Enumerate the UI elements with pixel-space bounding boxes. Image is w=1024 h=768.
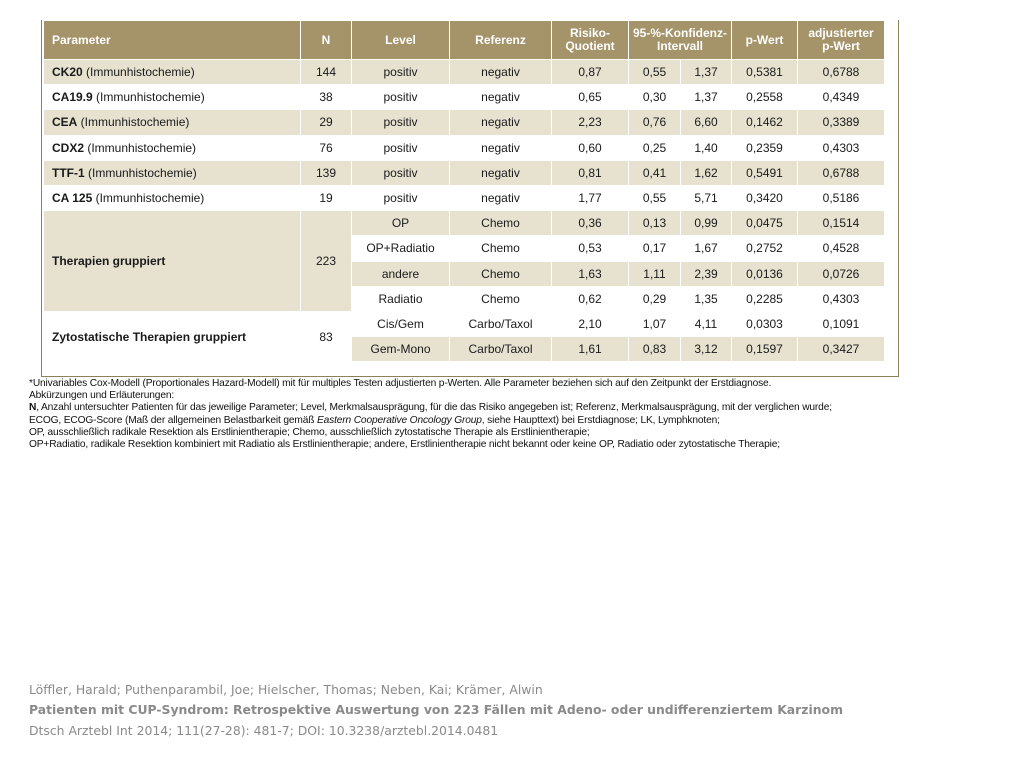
cell-p-wert: 0,0475 xyxy=(732,211,798,236)
cell-adjustierter-p-wert: 0,4303 xyxy=(798,286,885,311)
cell-p-wert: 0,0303 xyxy=(732,311,798,336)
cell-n: 19 xyxy=(301,185,352,210)
parameter-method: (Immunhistochemie) xyxy=(82,65,195,80)
cell-ki-upper: 6,60 xyxy=(681,110,732,135)
cell-parameter xyxy=(44,160,301,185)
cell-referenz: negativ xyxy=(450,160,552,185)
cell-risiko-quotient: 0,60 xyxy=(552,135,629,160)
cell-ki-upper: 1,67 xyxy=(681,236,732,261)
table-row xyxy=(44,60,885,85)
cell-risiko-quotient: 2,23 xyxy=(552,110,629,135)
cell-ki-lower: 0,29 xyxy=(629,286,681,311)
parameter-marker: CK20 xyxy=(52,65,83,80)
cell-risiko-quotient: 0,62 xyxy=(552,286,629,311)
cell-risiko-quotient: 0,87 xyxy=(552,60,629,85)
cell-level: Cis/Gem xyxy=(352,311,450,336)
parameter-marker: CDX2 xyxy=(52,140,85,155)
table-row xyxy=(44,211,885,236)
cell-level: OP+Radiatio xyxy=(352,236,450,261)
header-level: Level xyxy=(352,21,450,60)
citation-source: Dtsch Arztebl Int 2014; 111(27-28): 481-7; DOI: 10.3238/arztebl.2014.0481 xyxy=(29,722,499,738)
cell-referenz: negativ xyxy=(450,60,552,85)
cell-group-label: Zytostatische Therapien gruppiert xyxy=(44,311,301,361)
cell-parameter xyxy=(44,185,301,210)
cell-risiko-quotient: 0,81 xyxy=(552,160,629,185)
parameter-marker: CA 125 xyxy=(52,191,93,206)
table-row xyxy=(44,135,885,160)
header-n: N xyxy=(301,21,352,60)
cell-p-wert: 0,5491 xyxy=(732,160,798,185)
table-body xyxy=(44,60,885,362)
cell-ki-upper: 3,12 xyxy=(681,337,732,362)
table-row xyxy=(44,311,885,336)
citation-title: Patienten mit CUP-Syndrom: Retrospektive Auswertung von 223 Fällen mit Adeno- oder undifferenziertem Karzinom xyxy=(29,702,843,718)
cell-ki-lower: 0,13 xyxy=(629,211,681,236)
footnote-op-radiatio: OP+Radiatio, radikale Resektion kombiniert mit Radiatio als Erstlinientherapie; andere, Erstlinientherapie nicht bekannt oder keine OP, Radiatio oder zytostatische Therapie; xyxy=(29,439,780,451)
cell-ki-upper: 1,40 xyxy=(681,135,732,160)
cell-p-wert: 0,3420 xyxy=(732,185,798,210)
parameter-method: (Immunhistochemie) xyxy=(84,165,197,180)
cell-adjustierter-p-wert: 0,6788 xyxy=(798,60,885,85)
header-parameter: Parameter xyxy=(44,21,301,60)
cell-p-wert: 0,1597 xyxy=(732,337,798,362)
cell-n: 139 xyxy=(301,160,352,185)
cell-p-wert: 0,2558 xyxy=(732,85,798,110)
cell-n: 144 xyxy=(301,60,352,85)
cell-risiko-quotient: 0,53 xyxy=(552,236,629,261)
parameter-method: (Immunhistochemie) xyxy=(92,90,205,105)
cell-adjustierter-p-wert: 0,0726 xyxy=(798,261,885,286)
cell-level: positiv xyxy=(352,160,450,185)
footnote-abbrev-heading: Abkürzungen und Erläuterungen: xyxy=(29,390,175,402)
cell-ki-upper: 1,35 xyxy=(681,286,732,311)
cell-n: 38 xyxy=(301,85,352,110)
table-header-row xyxy=(44,21,885,60)
cell-level: Gem-Mono xyxy=(352,337,450,362)
cell-adjustierter-p-wert: 0,5186 xyxy=(798,185,885,210)
cell-adjustierter-p-wert: 0,1514 xyxy=(798,211,885,236)
cell-ki-lower: 0,55 xyxy=(629,60,681,85)
cell-parameter xyxy=(44,110,301,135)
cell-adjustierter-p-wert: 0,4303 xyxy=(798,135,885,160)
cell-adjustierter-p-wert: 0,4349 xyxy=(798,85,885,110)
cell-p-wert: 0,5381 xyxy=(732,60,798,85)
cell-ki-upper: 0,99 xyxy=(681,211,732,236)
cell-ki-lower: 0,83 xyxy=(629,337,681,362)
cell-risiko-quotient: 0,65 xyxy=(552,85,629,110)
cell-ki-lower: 0,55 xyxy=(629,185,681,210)
table-footnotes xyxy=(29,378,869,451)
cell-n: 76 xyxy=(301,135,352,160)
cell-ki-upper: 1,37 xyxy=(681,60,732,85)
cell-p-wert: 0,2359 xyxy=(732,135,798,160)
cell-ki-lower: 1,11 xyxy=(629,261,681,286)
cell-adjustierter-p-wert: 0,4528 xyxy=(798,236,885,261)
cell-p-wert: 0,0136 xyxy=(732,261,798,286)
cell-adjustierter-p-wert: 0,3427 xyxy=(798,337,885,362)
table-row xyxy=(44,110,885,135)
cell-parameter xyxy=(44,60,301,85)
parameter-marker: CEA xyxy=(52,115,78,130)
cell-referenz: Carbo/Taxol xyxy=(450,311,552,336)
cell-ki-lower: 0,25 xyxy=(629,135,681,160)
cell-risiko-quotient: 1,61 xyxy=(552,337,629,362)
parameter-method: (Immunhistochemie) xyxy=(92,191,205,206)
cell-referenz: negativ xyxy=(450,135,552,160)
cell-ki-lower: 0,30 xyxy=(629,85,681,110)
cell-group-n: 223 xyxy=(301,211,352,312)
cell-level: positiv xyxy=(352,85,450,110)
cell-risiko-quotient: 0,36 xyxy=(552,211,629,236)
footnote-op: OP, ausschließlich radikale Resektion als Erstlinientherapie; Chemo, ausschließlich zytostatische Therapie als Erstlinientherapie; xyxy=(29,426,590,438)
results-table xyxy=(43,20,885,362)
cell-ki-upper: 2,39 xyxy=(681,261,732,286)
table-row xyxy=(44,160,885,185)
cell-group-label: Therapien gruppiert xyxy=(44,211,301,312)
cell-adjustierter-p-wert: 0,3389 xyxy=(798,110,885,135)
header-referenz: Referenz xyxy=(450,21,552,60)
cell-group-n: 83 xyxy=(301,311,352,361)
cell-ki-lower: 0,41 xyxy=(629,160,681,185)
cell-referenz: Chemo xyxy=(450,211,552,236)
cell-adjustierter-p-wert: 0,1091 xyxy=(798,311,885,336)
table-row xyxy=(44,185,885,210)
cell-referenz: negativ xyxy=(450,85,552,110)
cell-risiko-quotient: 2,10 xyxy=(552,311,629,336)
cell-referenz: Chemo xyxy=(450,286,552,311)
cell-level: andere xyxy=(352,261,450,286)
cell-adjustierter-p-wert: 0,6788 xyxy=(798,160,885,185)
header-risiko-quotient: Risiko- Quotient xyxy=(552,21,629,60)
parameter-marker: CA19.9 xyxy=(52,90,93,105)
cell-referenz: negativ xyxy=(450,185,552,210)
parameter-method: (Immunhistochemie) xyxy=(77,115,190,130)
cell-p-wert: 0,2752 xyxy=(732,236,798,261)
cell-p-wert: 0,1462 xyxy=(732,110,798,135)
cell-ki-upper: 1,62 xyxy=(681,160,732,185)
cell-ki-lower: 0,17 xyxy=(629,236,681,261)
cell-referenz: Carbo/Taxol xyxy=(450,337,552,362)
cell-p-wert: 0,2285 xyxy=(732,286,798,311)
cell-referenz: negativ xyxy=(450,110,552,135)
cell-parameter xyxy=(44,85,301,110)
cell-ki-upper: 5,71 xyxy=(681,185,732,210)
table-row xyxy=(44,85,885,110)
cell-ki-upper: 4,11 xyxy=(681,311,732,336)
cell-n: 29 xyxy=(301,110,352,135)
cell-level: positiv xyxy=(352,185,450,210)
cell-parameter xyxy=(44,135,301,160)
footnote-model: *Univariables Cox-Modell (Proportionales Hazard-Modell) mit für multiples Testen adjustierten p-Werten. Alle Parameter beziehen sich auf den Zeitpunkt der Erstdiagnose. xyxy=(29,378,772,389)
cell-ki-lower: 0,76 xyxy=(629,110,681,135)
header-konfidenzintervall: 95-%-Konfidenz- Intervall xyxy=(629,21,732,60)
cell-level: positiv xyxy=(352,135,450,160)
cell-level: Radiatio xyxy=(352,286,450,311)
cell-risiko-quotient: 1,77 xyxy=(552,185,629,210)
cell-risiko-quotient: 1,63 xyxy=(552,261,629,286)
citation-authors: Löffler, Harald; Puthenparambil, Joe; Hielscher, Thomas; Neben, Kai; Krämer, Alwin xyxy=(29,682,543,697)
parameter-method: (Immunhistochemie) xyxy=(84,140,197,155)
citation xyxy=(29,680,843,741)
header-p-wert: p-Wert xyxy=(732,21,798,60)
cell-ki-lower: 1,07 xyxy=(629,311,681,336)
cell-ki-upper: 1,37 xyxy=(681,85,732,110)
parameter-marker: TTF-1 xyxy=(52,165,85,180)
cell-level: OP xyxy=(352,211,450,236)
footnote-ecog: ECOG, ECOG-Score (Maß der allgemeinen Belastbarkeit gemäß Eastern Cooperative Oncology Group, siehe Haupttext) bei Erstdiagnose; LK, Lymphknoten; xyxy=(29,414,720,426)
footnote-n: N, Anzahl untersuchter Patienten für das jeweilige Parameter; Level, Merkmalsausprägung, für die das Risiko angegeben ist; Referenz, Merkmalsausprägung, mit der verglichen wurde; xyxy=(29,402,832,414)
cell-level: positiv xyxy=(352,110,450,135)
cell-referenz: Chemo xyxy=(450,261,552,286)
cell-level: positiv xyxy=(352,60,450,85)
header-adjustierter-p-wert: adjustierter p-Wert xyxy=(798,21,885,60)
cell-referenz: Chemo xyxy=(450,236,552,261)
